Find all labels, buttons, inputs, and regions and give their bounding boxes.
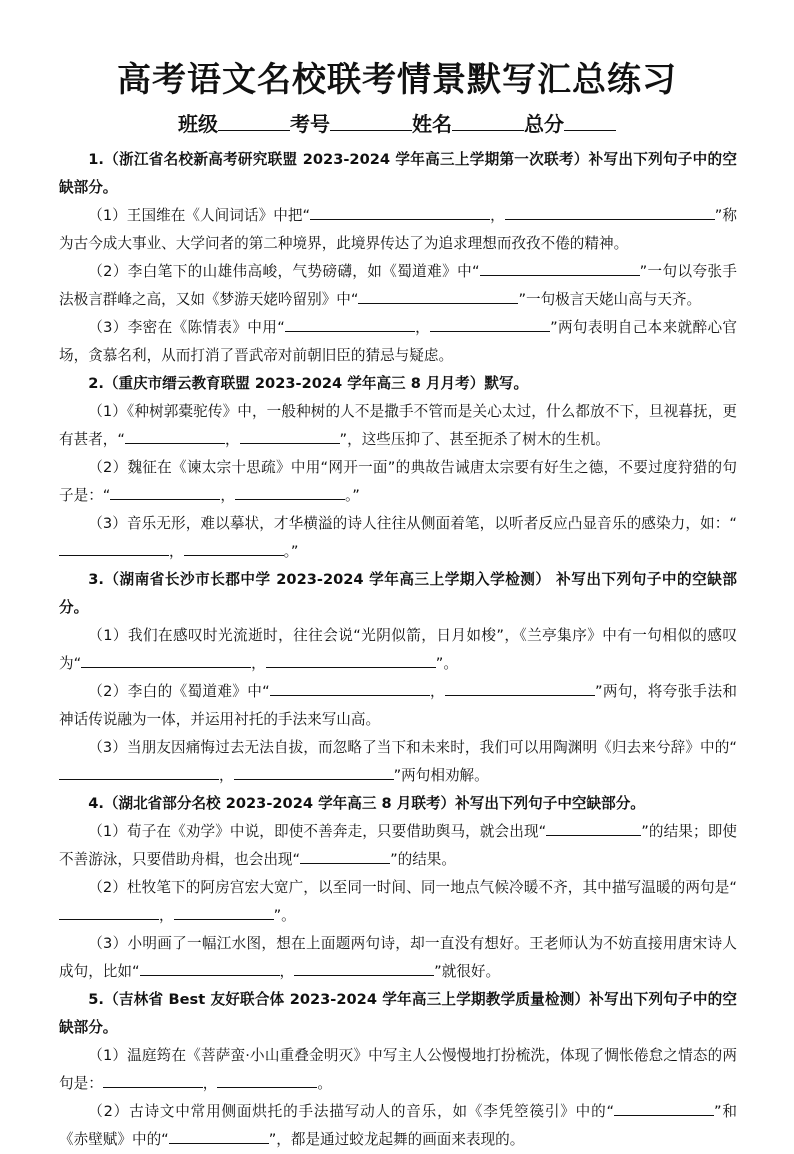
answer-blank[interactable] <box>110 483 220 500</box>
student-info-line <box>0 108 794 139</box>
question-2-item-2: （2）魏征在《谏太宗十思疏》中用“网开一面”的典故告诫唐太宗要有好生之德，不要过度狩猎的句子是：“ ， 。” <box>59 459 737 504</box>
answer-blank[interactable] <box>294 959 434 976</box>
answer-blank[interactable] <box>266 651 436 668</box>
answer-blank[interactable] <box>81 651 251 668</box>
answer-blank[interactable] <box>430 315 550 332</box>
question-2-heading: 2.（重庆市缙云教育联盟 2023-2024 学年高三 8 月月考）默写。 <box>88 375 529 392</box>
question-4-item-2: （2）杜牧笔下的阿房宫宏大宽广，以至同一时间、同一地点气候冷暖不齐，其中描写温暖的两句是“， ”。 <box>59 874 737 930</box>
answer-blank[interactable] <box>59 763 219 780</box>
answer-blank[interactable] <box>358 287 518 304</box>
answer-blank[interactable] <box>140 959 280 976</box>
answer-blank[interactable] <box>59 539 169 556</box>
question-1-item-2: （2）李白笔下的山雄伟高峻，气势磅礴，如《蜀道难》中“ ”一句以夸张手法极言群峰之高，又如《梦游天姥吟留别》中“ ”一句极言天姥山高与天齐。 <box>59 258 737 314</box>
class-blank[interactable] <box>218 108 290 131</box>
name-blank[interactable] <box>452 108 524 131</box>
answer-blank[interactable] <box>169 1127 269 1144</box>
answer-blank[interactable] <box>174 903 274 920</box>
question-2-item-1: （1）《种树郭橐驼传》中，一般种树的人不是撒手不管而是关心太过，什么都放不下，旦视暮抚，更有甚者，“ ， ”，这些压抑了、甚至扼杀了树木的生机。 <box>59 403 737 448</box>
answer-blank[interactable] <box>59 903 159 920</box>
number-blank[interactable] <box>330 108 412 131</box>
question-5-heading: 5.（吉林省 Best 友好联合体 2023-2024 学年高三上学期教学质量检测）补写出下列句子中的空缺部分。 <box>59 991 737 1036</box>
question-3-item-3: （3）当朋友因痛悔过去无法自拔，而忽略了当下和未来时，我们可以用陶渊明《归去来兮辞》中的“， ”两句相劝解。 <box>59 734 737 790</box>
answer-blank[interactable] <box>125 427 225 444</box>
answer-blank[interactable] <box>234 763 394 780</box>
answer-blank[interactable] <box>103 1071 203 1088</box>
answer-blank[interactable] <box>300 847 390 864</box>
answer-blank[interactable] <box>614 1099 714 1116</box>
question-4-item-1: （1）荀子在《劝学》中说，即使不善奔走，只要借助舆马，就会出现“ ”的结果；即使不善游泳，只要借助舟楫，也会出现“ ”的结果。 <box>59 818 737 874</box>
question-5-item-2: （2）古诗文中常用侧面烘托的手法描写动人的音乐，如《李凭箜篌引》中的“ ”和《赤壁赋》中的“ ”，都是通过蛟龙起舞的画面来表现的。 <box>59 1098 737 1154</box>
question-1-item-3: （3）李密在《陈情表》中用“ ， ”两句表明自己本来就醉心官场，贪慕名利，从而打消了晋武帝对前朝旧臣的猜忌与疑虑。 <box>59 314 737 370</box>
name-label: 姓名 <box>412 112 452 136</box>
answer-blank[interactable] <box>235 483 345 500</box>
question-4-item-3: （3）小明画了一幅江水图，想在上面题两句诗，却一直没有想好。王老师认为不妨直接用唐宋诗人成句，比如“ ， ”就很好。 <box>59 935 737 980</box>
score-blank[interactable] <box>564 108 616 131</box>
question-2-item-3: （3）音乐无形，难以摹状，才华横溢的诗人往往从侧面着笔，以听者反应凸显音乐的感染力，如：“， 。” <box>59 510 737 566</box>
question-3-item-1: （1）我们在感叹时光流逝时，往往会说“光阴似箭，日月如梭”，《兰亭集序》中有一句相似的感叹为“ ， ”。 <box>59 627 737 672</box>
score-label: 总分 <box>524 112 564 136</box>
number-label: 考号 <box>290 112 330 136</box>
question-4-heading: 4.（湖北省部分名校 2023-2024 学年高三 8 月联考）补写出下列句子中空缺部分。 <box>88 795 645 812</box>
answer-blank[interactable] <box>285 315 415 332</box>
answer-blank[interactable] <box>505 203 715 220</box>
class-label: 班级 <box>178 112 218 136</box>
question-3-item-2: （2）李白的《蜀道难》中“ ， ”两句，将夸张手法和神话传说融为一体，并运用衬托的手法来写山高。 <box>59 678 737 734</box>
answer-blank[interactable] <box>310 203 490 220</box>
answer-blank[interactable] <box>445 679 595 696</box>
question-1-heading: 1.（浙江省名校新高考研究联盟 2023-2024 学年高三上学期第一次联考）补写出下列句子中的空缺部分。 <box>59 151 737 196</box>
answer-blank[interactable] <box>184 539 284 556</box>
answer-blank[interactable] <box>240 427 340 444</box>
answer-blank[interactable] <box>546 819 641 836</box>
question-3-heading: 3.（湖南省长沙市长郡中学 2023-2024 学年高三上学期入学检测） 补写出下列句子中的空缺部分。 <box>59 571 737 616</box>
questions-section <box>59 146 737 1154</box>
answer-blank[interactable] <box>270 679 430 696</box>
page-title: 高考语文名校联考情景默写汇总练习 <box>117 60 677 100</box>
answer-blank[interactable] <box>480 259 640 276</box>
answer-blank[interactable] <box>217 1071 317 1088</box>
question-1-item-1: （1）王国维在《人间词话》中把“ ， ”称为古今成大事业、大学问者的第二种境界，此境界传达了为追求理想而孜孜不倦的精神。 <box>59 202 737 258</box>
question-5-item-1: （1）温庭筠在《菩萨蛮·小山重叠金明灭》中写主人公慢慢地打扮梳洗，体现了惆怅倦怠之情态的两句是： ， 。 <box>59 1047 737 1092</box>
